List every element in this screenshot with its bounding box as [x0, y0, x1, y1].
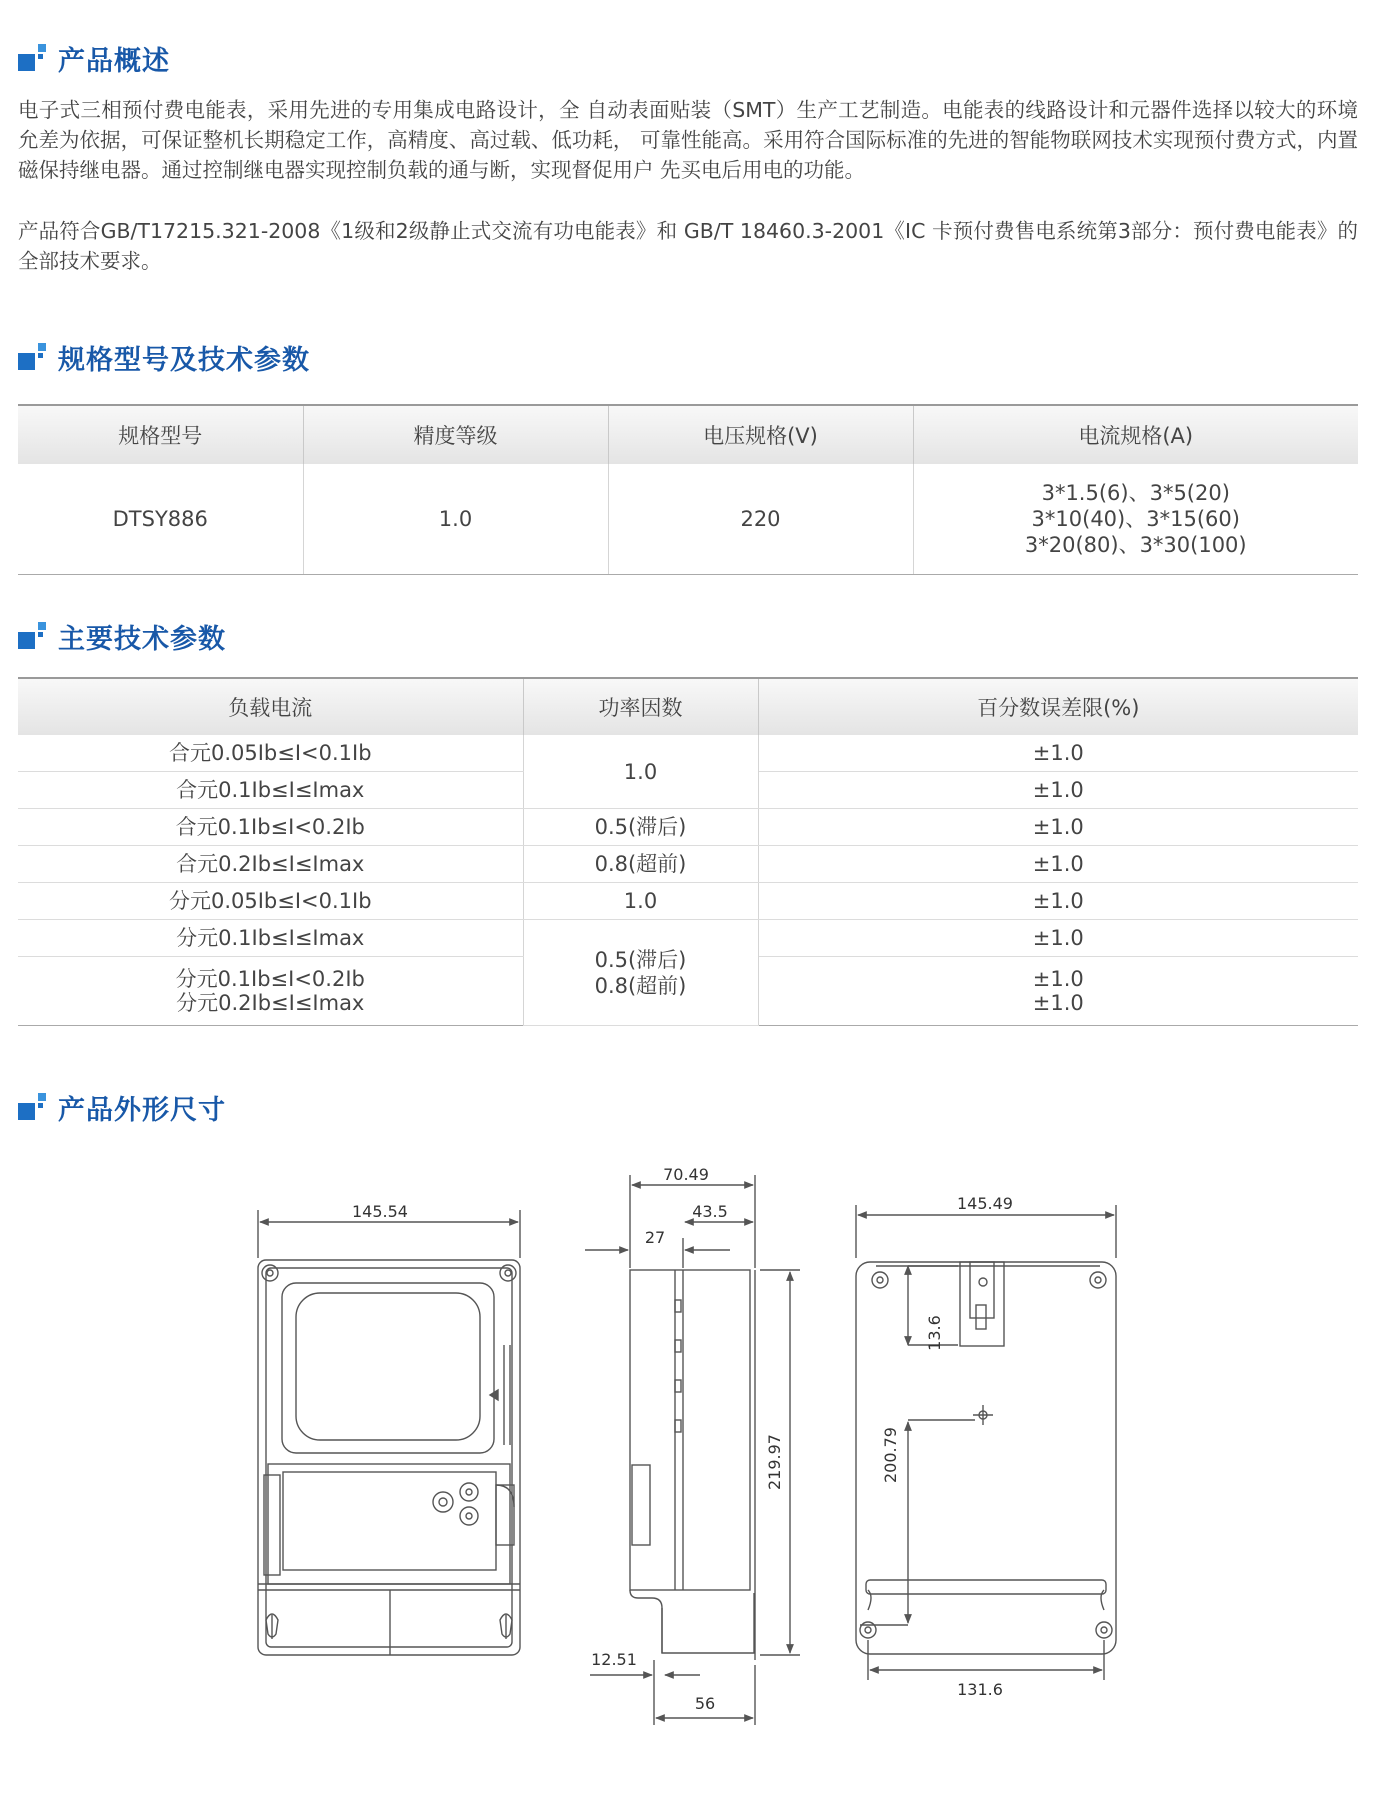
overview-paragraph-1: 电子式三相预付费电能表，采用先进的专用集成电路设计，全 自动表面贴装（SMT）生产工艺制造。电能表的线路设计和元器件选择以较大的环境允差为依据，可保证整机长期稳定工作，高精度、高过载、低功耗， 可靠性能高。采用符合国际标准的先进的智能物联网技术实现预付费方式，内置磁保持继电器。通过控制继电器实现控制负载的通与断，实现督促用户 先买电后用电的功能。 — [18, 98, 1358, 182]
spec-heading: 规格型号及技术参数 — [58, 344, 310, 376]
pf-cell: 1.0 — [523, 735, 758, 809]
dim-side-bottom-width: 56 — [694, 1694, 716, 1713]
dim-side-height: 219.97 — [765, 1434, 784, 1490]
section-bullet-icon — [18, 343, 46, 371]
load-cell-multi — [18, 957, 523, 1026]
error-cell: ±1.0 — [758, 809, 1358, 846]
spec-header-current: 电流规格(A) — [913, 405, 1358, 464]
spec-header-accuracy: 精度等级 — [303, 405, 608, 464]
front-view-drawing — [258, 1210, 520, 1655]
dimension-drawings — [0, 1150, 1376, 1790]
table-row — [18, 846, 1358, 883]
section-overview-title — [18, 40, 170, 76]
load-cell: 合元0.2Ib≤I≤Imax — [18, 846, 523, 883]
params-heading: 主要技术参数 — [58, 623, 226, 655]
spec-voltage-cell: 220 — [608, 464, 913, 575]
spec-current-cell — [913, 464, 1358, 575]
param-header-row — [18, 678, 1358, 735]
dim-side-bottom-left: 12.51 — [591, 1650, 637, 1669]
dimensions-heading: 产品外形尺寸 — [58, 1094, 226, 1126]
param-header-error: 百分数误差限(%) — [758, 678, 1358, 735]
table-row — [18, 735, 1358, 772]
dim-front-width: 145.54 — [352, 1202, 408, 1221]
pf-line: 0.5(滞后) — [594, 947, 687, 972]
current-line: 3*1.5(6)、3*5(20) — [1041, 481, 1230, 505]
table-row — [18, 883, 1358, 920]
error-cell: ±1.0 — [758, 883, 1358, 920]
dim-side-depth-inner: 43.5 — [692, 1202, 728, 1221]
spec-header-model: 规格型号 — [18, 405, 303, 464]
spec-model-cell: DTSY886 — [18, 464, 303, 575]
table-row — [18, 809, 1358, 846]
error-line: ±1.0 — [1032, 991, 1084, 1015]
current-line: 3*10(40)、3*15(60) — [1031, 507, 1240, 531]
dim-back-mount-height: 200.79 — [881, 1427, 900, 1483]
error-cell: ±1.0 — [758, 920, 1358, 957]
error-cell-multi — [758, 957, 1358, 1026]
pf-line: 0.8(超前) — [594, 973, 687, 998]
pf-cell-multi — [523, 920, 758, 1026]
error-line: ±1.0 — [1032, 967, 1084, 991]
spec-accuracy-cell: 1.0 — [303, 464, 608, 575]
load-cell: 分元0.1Ib≤I≤Imax — [18, 920, 523, 957]
pf-cell: 1.0 — [523, 883, 758, 920]
error-cell: ±1.0 — [758, 735, 1358, 772]
spec-table — [18, 404, 1358, 575]
section-bullet-icon — [18, 44, 46, 72]
load-cell: 合元0.05Ib≤I<0.1Ib — [18, 735, 523, 772]
dim-back-mount-width: 131.6 — [957, 1680, 1003, 1699]
load-cell: 合元0.1Ib≤I≤Imax — [18, 772, 523, 809]
error-cell: ±1.0 — [758, 846, 1358, 883]
spec-header-voltage: 电压规格(V) — [608, 405, 913, 464]
section-params-title — [18, 618, 226, 654]
section-dimensions-title — [18, 1089, 226, 1125]
dim-back-width: 145.49 — [957, 1194, 1013, 1213]
spec-header-row — [18, 405, 1358, 464]
error-cell: ±1.0 — [758, 772, 1358, 809]
section-bullet-icon — [18, 1093, 46, 1121]
pf-cell: 0.8(超前) — [523, 846, 758, 883]
param-header-load: 负载电流 — [18, 678, 523, 735]
spec-row — [18, 464, 1358, 575]
param-table — [18, 677, 1358, 1026]
load-cell: 分元0.05Ib≤I<0.1Ib — [18, 883, 523, 920]
overview-heading: 产品概述 — [58, 45, 170, 77]
overview-paragraph-2: 产品符合GB/T17215.321-2008《1级和2级静止式交流有功电能表》和 GB/T 18460.3-2001《IC 卡预付费售电系统第3部分：预付费电能表》的 全部技术要求。 — [18, 219, 1358, 273]
load-cell: 合元0.1Ib≤I<0.2Ib — [18, 809, 523, 846]
table-row — [18, 920, 1358, 957]
section-spec-title — [18, 339, 310, 375]
dim-side-offset: 27 — [644, 1228, 666, 1247]
section-bullet-icon — [18, 622, 46, 650]
load-line: 分元0.2Ib≤I≤Imax — [176, 991, 365, 1015]
dim-side-depth: 70.49 — [663, 1165, 709, 1184]
current-line: 3*20(80)、3*30(100) — [1024, 533, 1247, 557]
load-line: 分元0.1Ib≤I<0.2Ib — [175, 967, 365, 991]
dim-back-hole-offset: 13.6 — [925, 1315, 944, 1351]
param-header-pf: 功率因数 — [523, 678, 758, 735]
pf-cell: 0.5(滞后) — [523, 809, 758, 846]
